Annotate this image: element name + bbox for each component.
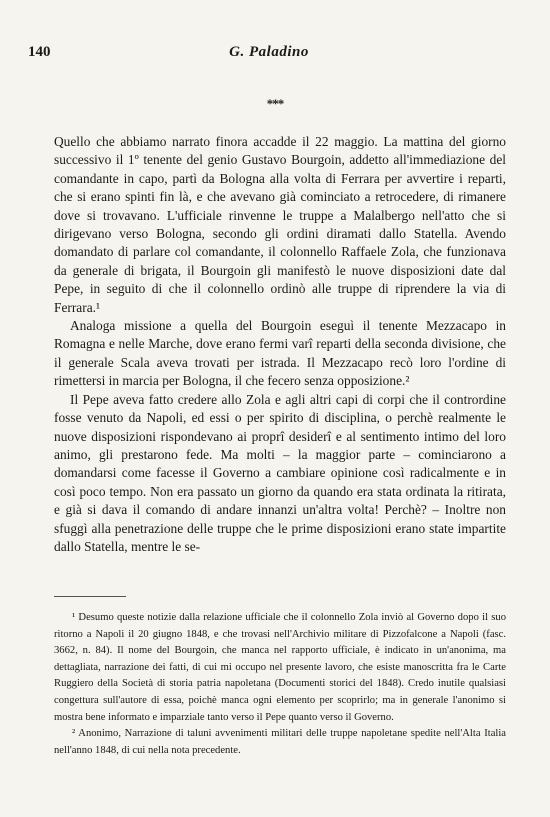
paragraph-2: Analoga missione a quella del Bourgoin eseguì il tenente Mezzacapo in Romagna e nelle Marche, dove erano fermi varî reparti della seconda divisione, che il generale Scala aveva trovati per istrada. Il Mezzacapo recò loro l'ordine di rimettersi in marcia per Bologna, il che fecero senza opposizione.² [54, 318, 506, 389]
page-header [28, 44, 510, 64]
section-asterism: *** [266, 96, 284, 111]
body-text [54, 133, 506, 556]
footnotes [54, 610, 506, 759]
footnote-rule [54, 596, 126, 597]
running-head: G. Paladino [229, 44, 309, 60]
paragraph-3: Il Pepe aveva fatto credere allo Zola e agli altri capi di corpi che il contrordine fosse venuto da Napoli, ed essi o per spirito di disciplina, o perchè realmente le nuove disposizioni rispondevano ai proprî desiderî e al sentimento intimo del loro animo, gli prestarono fede. Ma molti – la maggior parte – cominciarono a domandarsi come facesse il Governo a cambiare opinione così radicalmente e in così poco tempo. Non era passato un giorno da quando era stata ordinata la ritirata, e già si dava il comando di andare innanzi un'altra volta! Perchè? – Inoltre non sfuggì alla penetrazione delle truppe che le prime disposizioni erano state impartite dallo Statella, mentre le se- [54, 391, 506, 554]
paragraph-1: Quello che abbiamo narrato finora accadde il 22 maggio. La mattina del giorno successivo il 1º tenente del genio Gustavo Bourgoin, addetto all'immediazione del comandante in capo, partì da Bologna alla volta di Ferrara per avvertire i reparti, che si erano spinti fin là, e che avevano già cominciato a retrocedere, di rimanere dove si trovavano. L'ufficiale rinvenne le truppe a Malalbergo nell'atto che si dirigevano verso Bologna, secondo gli ordini diramati dallo Statella. Avendo domandato di parlare col comandante, il colonnello Raffaele Zola, che funzionava da generale di brigata, il Bourgoin gli manifestò le nuove disposizioni date dal Pepe, in seguito di che il colonnello ordinò alle truppe di riprendere la via di Ferrara.¹ [54, 134, 506, 315]
page-number: 140 [28, 44, 51, 60]
footnote-1: ¹ Desumo queste notizie dalla relazione ufficiale che il colonnello Zola inviò al Governo dopo il suo ritorno a Napoli il 20 giugno 1848, e che trovasi nell'Archivio militare di Pizzofalcone a Napoli (fasc. 3662, n. 84). Il nome del Bourgoin, che manca nel rapporto ufficiale, è indicato in un'anonima, ma dettagliata, narrazione dei fatti, di cui mi occupo nel presente lavoro, che esiste manoscritta fra le Carte Ruggiero della Società di storia patria napoletana (Documenti storici del 1848). Credo inutile qualsiasi congettura sull'autore di essa, poichè manca ogni elemento per scoprirlo; ma in generale l'anonimo si mostra bene informato e imparziale tanto verso il Pepe quanto verso il Governo. [54, 612, 506, 723]
footnote-2: ² Anonimo, Narrazione di taluni avvenimenti militari delle truppe napoletane spedite nell'Alta Italia nell'anno 1848, di cui nella nota precedente. [54, 728, 506, 756]
